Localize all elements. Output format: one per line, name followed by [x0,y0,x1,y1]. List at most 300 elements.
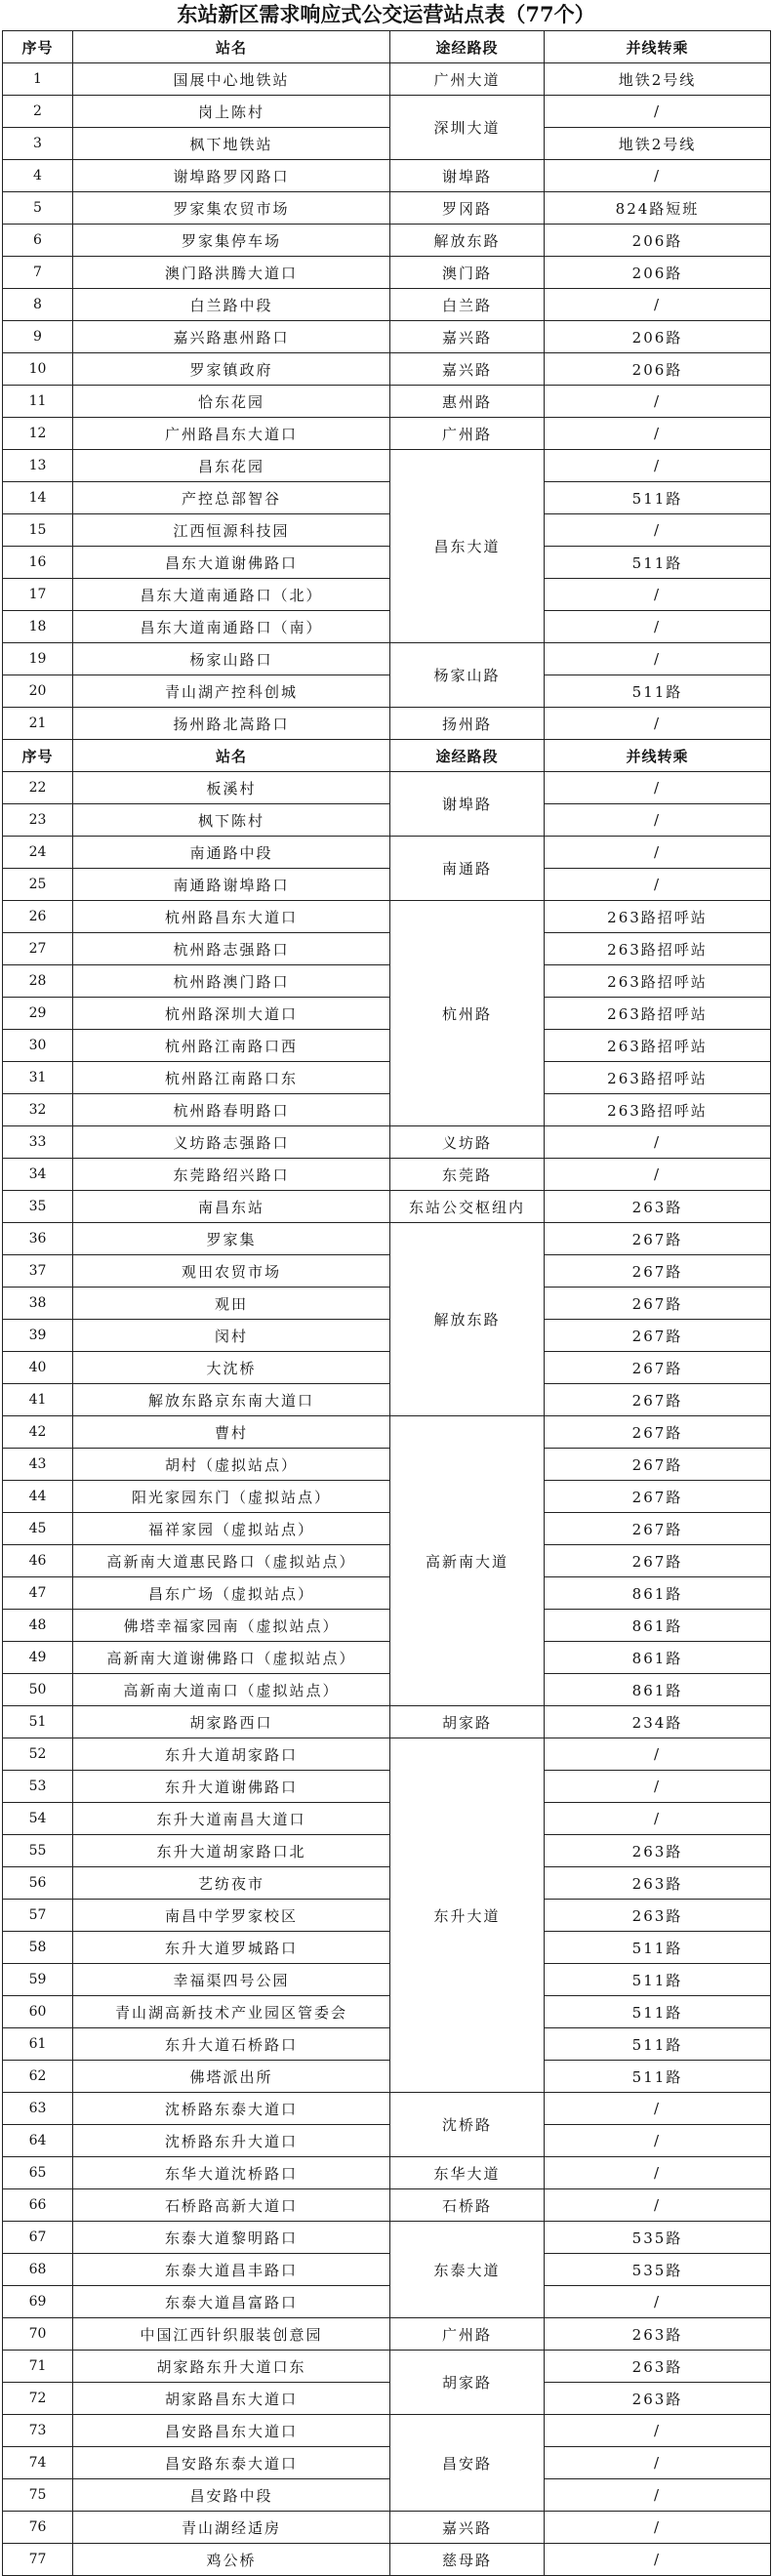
station-name: 解放东路京东南大道口 [73,1384,390,1416]
route-segment: 罗冈路 [390,192,545,225]
route-segment: 嘉兴路 [390,353,545,386]
station-name: 杨家山路口 [73,643,390,675]
station-name: 江西恒源科技园 [73,514,390,547]
station-name: 澳门路洪腾大道口 [73,257,390,289]
station-name: 观田 [73,1288,390,1320]
transfer-line: 263路 [545,2318,771,2351]
table-row [3,192,771,225]
row-number: 42 [3,1416,73,1449]
table-row [3,418,771,450]
station-name: 杭州路澳门路口 [73,965,390,998]
transfer-line: 263路招呼站 [545,1094,771,1126]
station-name: 昌东花园 [73,450,390,482]
table-row [3,804,771,837]
transfer-line: 263路 [545,2351,771,2383]
station-name: 东莞路绍兴路口 [73,1159,390,1191]
table-row [3,514,771,547]
station-name: 昌安路昌东大道口 [73,2415,390,2447]
row-number: 39 [3,1320,73,1352]
station-name: 闵村 [73,1320,390,1352]
route-segment: 嘉兴路 [390,321,545,353]
table-row [3,2512,771,2544]
transfer-line: 267路 [545,1255,771,1288]
row-number: 62 [3,2061,73,2093]
row-number: 67 [3,2222,73,2254]
table-row [3,1738,771,1771]
route-segment: 昌安路 [390,2415,545,2512]
row-number: 47 [3,1577,73,1610]
transfer-line: / [545,1159,771,1191]
route-segment: 东升大道 [390,1738,545,2093]
transfer-line: 206路 [545,353,771,386]
row-number: 63 [3,2093,73,2125]
transfer-line: / [545,643,771,675]
transfer-line: 263路 [545,1191,771,1223]
station-name: 昌东大道南通路口（南） [73,611,390,643]
station-name: 东升大道胡家路口 [73,1738,390,1771]
route-segment: 义坊路 [390,1126,545,1159]
station-name: 恰东花园 [73,386,390,418]
route-segment: 扬州路 [390,708,545,740]
station-name: 鸡公桥 [73,2544,390,2576]
table-row [3,128,771,160]
route-segment: 杭州路 [390,901,545,1126]
station-name: 昌东大道南通路口（北） [73,579,390,611]
row-number: 21 [3,708,73,740]
station-name: 胡家路东升大道口东 [73,2351,390,2383]
table-row [3,2125,771,2157]
station-name: 高新南大道谢佛路口（虚拟站点） [73,1642,390,1674]
transfer-line: 263路招呼站 [545,1062,771,1094]
station-name: 枫下地铁站 [73,128,390,160]
transfer-line: 267路 [545,1288,771,1320]
transfer-line: 511路 [545,482,771,514]
row-number: 68 [3,2254,73,2286]
transfer-line: 267路 [545,1545,771,1577]
route-segment: 解放东路 [390,225,545,257]
row-number: 19 [3,643,73,675]
row-number: 45 [3,1513,73,1545]
transfer-line: 206路 [545,257,771,289]
row-number: 24 [3,837,73,869]
route-segment: 东莞路 [390,1159,545,1191]
transfer-line: 535路 [545,2222,771,2254]
station-name: 杭州路志强路口 [73,933,390,965]
table-row [3,869,771,901]
table-row [3,2383,771,2415]
table-row [3,2254,771,2286]
route-segment: 澳门路 [390,257,545,289]
row-number: 58 [3,1932,73,1964]
station-name: 杭州路昌东大道口 [73,901,390,933]
table-row [3,2061,771,2093]
row-number: 36 [3,1223,73,1255]
transfer-line: 511路 [545,2061,771,2093]
row-number: 8 [3,289,73,321]
transfer-line: / [545,289,771,321]
transfer-line: / [545,2544,771,2576]
transfer-line: 263路 [545,2383,771,2415]
row-number: 54 [3,1803,73,1835]
transfer-line: / [545,1771,771,1803]
route-segment: 慈母路 [390,2544,545,2576]
station-name: 南通路谢埠路口 [73,869,390,901]
table-row [3,1674,771,1706]
transfer-line: / [545,869,771,901]
table-row [3,1159,771,1191]
transfer-line: / [545,2512,771,2544]
table-row [3,2157,771,2189]
row-number: 44 [3,1481,73,1513]
transfer-line: 861路 [545,1610,771,1642]
transfer-line: / [545,1803,771,1835]
transfer-line: 824路短班 [545,192,771,225]
transfer-line: 263路招呼站 [545,933,771,965]
transfer-line: / [545,2286,771,2318]
row-number: 5 [3,192,73,225]
transfer-line: / [545,1738,771,1771]
transfer-line: 267路 [545,1352,771,1384]
row-number: 40 [3,1352,73,1384]
table-row [3,1771,771,1803]
station-name: 扬州路北嵩路口 [73,708,390,740]
row-number: 43 [3,1449,73,1481]
header-station: 站名 [73,740,390,772]
table-row [3,1416,771,1449]
header-transfer: 并线转乘 [545,31,771,63]
row-number: 60 [3,1996,73,2028]
table-row [3,1062,771,1094]
row-number: 55 [3,1835,73,1867]
row-number: 1 [3,63,73,96]
row-number: 26 [3,901,73,933]
table-row [3,1964,771,1996]
header-route: 途经路段 [390,31,545,63]
table-row [3,1288,771,1320]
transfer-line: 267路 [545,1416,771,1449]
transfer-line: / [545,611,771,643]
table-row [3,1094,771,1126]
station-name: 南昌中学罗家校区 [73,1900,390,1932]
table-row [3,1610,771,1642]
row-number: 22 [3,772,73,804]
table-row [3,1191,771,1223]
station-name: 东升大道胡家路口北 [73,1835,390,1867]
row-number: 37 [3,1255,73,1288]
table-row [3,1932,771,1964]
station-name: 昌东大道谢佛路口 [73,547,390,579]
table-row [3,225,771,257]
route-segment: 昌东大道 [390,450,545,643]
row-number: 30 [3,1030,73,1062]
transfer-line: / [545,1126,771,1159]
table-row [3,1255,771,1288]
table-row [3,2447,771,2479]
station-name: 昌东广场（虚拟站点） [73,1577,390,1610]
route-segment: 石桥路 [390,2189,545,2222]
table-row [3,2286,771,2318]
station-name: 杭州路江南路口西 [73,1030,390,1062]
table-row [3,1577,771,1610]
table-row [3,2318,771,2351]
table-row [3,1513,771,1545]
table-row [3,482,771,514]
transfer-line: 861路 [545,1577,771,1610]
transfer-line: 861路 [545,1642,771,1674]
transfer-line: / [545,708,771,740]
table-row [3,1803,771,1835]
transfer-line: 263路 [545,1867,771,1900]
table-row [3,289,771,321]
row-number: 49 [3,1642,73,1674]
route-segment: 广州路 [390,2318,545,2351]
station-name: 东泰大道昌富路口 [73,2286,390,2318]
station-name: 岗上陈村 [73,96,390,128]
station-name: 罗家集 [73,1223,390,1255]
table-row [3,611,771,643]
row-number: 53 [3,1771,73,1803]
route-segment: 东华大道 [390,2157,545,2189]
row-number: 32 [3,1094,73,1126]
transfer-line: / [545,2157,771,2189]
transfer-line: 263路招呼站 [545,901,771,933]
row-number: 46 [3,1545,73,1577]
station-name: 东升大道罗城路口 [73,1932,390,1964]
station-name: 青山湖产控科创城 [73,675,390,708]
row-number: 29 [3,998,73,1030]
row-number: 25 [3,869,73,901]
row-number: 35 [3,1191,73,1223]
station-name: 胡村（虚拟站点） [73,1449,390,1481]
station-name: 东泰大道黎明路口 [73,2222,390,2254]
route-segment: 胡家路 [390,1706,545,1738]
route-segment: 深圳大道 [390,96,545,160]
transfer-line: 861路 [545,1674,771,1706]
row-number: 9 [3,321,73,353]
route-segment: 惠州路 [390,386,545,418]
route-segment: 谢埠路 [390,160,545,192]
table-row [3,353,771,386]
table-row [3,257,771,289]
station-name: 佛塔派出所 [73,2061,390,2093]
transfer-line: / [545,514,771,547]
station-name: 杭州路春明路口 [73,1094,390,1126]
station-name: 曹村 [73,1416,390,1449]
station-name: 昌安路中段 [73,2479,390,2512]
transfer-line: 267路 [545,1449,771,1481]
station-name: 阳光家园东门（虚拟站点） [73,1481,390,1513]
row-number: 12 [3,418,73,450]
row-number: 27 [3,933,73,965]
station-name: 罗家集停车场 [73,225,390,257]
table-row [3,63,771,96]
header-seq: 序号 [3,740,73,772]
station-name: 义坊路志强路口 [73,1126,390,1159]
station-name: 南通路中段 [73,837,390,869]
route-segment: 胡家路 [390,2351,545,2415]
table-row [3,2479,771,2512]
station-name: 青山湖高新技术产业园区管委会 [73,1996,390,2028]
station-name: 南昌东站 [73,1191,390,1223]
table-row [3,1449,771,1481]
station-name: 中国江西针织服装创意园 [73,2318,390,2351]
row-number: 66 [3,2189,73,2222]
row-number: 11 [3,386,73,418]
row-number: 3 [3,128,73,160]
transfer-line: / [545,386,771,418]
transfer-line: 234路 [545,1706,771,1738]
station-name: 东升大道石桥路口 [73,2028,390,2061]
row-number: 72 [3,2383,73,2415]
station-name: 嘉兴路惠州路口 [73,321,390,353]
row-number: 18 [3,611,73,643]
row-number: 77 [3,2544,73,2576]
row-number: 57 [3,1900,73,1932]
transfer-line: / [545,2093,771,2125]
transfer-line: 267路 [545,1513,771,1545]
row-number: 56 [3,1867,73,1900]
row-number: 34 [3,1159,73,1191]
transfer-line: 263路 [545,1835,771,1867]
table-row [3,1481,771,1513]
row-number: 48 [3,1610,73,1642]
transfer-line: 511路 [545,1964,771,1996]
transfer-line: 511路 [545,675,771,708]
row-number: 65 [3,2157,73,2189]
station-name: 高新南大道南口（虚拟站点） [73,1674,390,1706]
station-name: 高新南大道惠民路口（虚拟站点） [73,1545,390,1577]
row-number: 71 [3,2351,73,2383]
station-name: 广州路昌东大道口 [73,418,390,450]
transfer-line: 263路 [545,1900,771,1932]
row-number: 2 [3,96,73,128]
transfer-line: / [545,2189,771,2222]
transfer-line: / [545,2447,771,2479]
station-name: 石桥路高新大道口 [73,2189,390,2222]
table-header-row [3,740,771,772]
row-number: 50 [3,1674,73,1706]
transfer-line: 535路 [545,2254,771,2286]
table-row [3,2093,771,2125]
transfer-line: / [545,2415,771,2447]
table-row [3,1030,771,1062]
row-number: 74 [3,2447,73,2479]
row-number: 23 [3,804,73,837]
transfer-line: 267路 [545,1384,771,1416]
table-row [3,772,771,804]
table-row [3,933,771,965]
header-seq: 序号 [3,31,73,63]
station-name: 观田农贸市场 [73,1255,390,1288]
table-row [3,386,771,418]
row-number: 52 [3,1738,73,1771]
station-name: 板溪村 [73,772,390,804]
transfer-line: / [545,837,771,869]
station-name: 大沈桥 [73,1352,390,1384]
table-row [3,1545,771,1577]
station-name: 罗家集农贸市场 [73,192,390,225]
route-segment: 白兰路 [390,289,545,321]
row-number: 69 [3,2286,73,2318]
table-row [3,2028,771,2061]
route-segment: 谢埠路 [390,772,545,837]
route-segment: 广州大道 [390,63,545,96]
route-segment: 嘉兴路 [390,2512,545,2544]
table-row [3,2222,771,2254]
transfer-line: 263路招呼站 [545,965,771,998]
transfer-line: 263路招呼站 [545,998,771,1030]
row-number: 59 [3,1964,73,1996]
row-number: 70 [3,2318,73,2351]
station-name: 青山湖经适房 [73,2512,390,2544]
table-row [3,1223,771,1255]
table-row [3,1706,771,1738]
table-row [3,321,771,353]
transfer-line: 206路 [545,321,771,353]
route-segment: 东泰大道 [390,2222,545,2318]
transfer-line: / [545,2479,771,2512]
table-row [3,547,771,579]
station-name: 幸福渠四号公园 [73,1964,390,1996]
page-title: 东站新区需求响应式公交运营站点表（77个） [177,2,595,26]
station-name: 国展中心地铁站 [73,63,390,96]
row-number: 17 [3,579,73,611]
row-number: 64 [3,2125,73,2157]
row-number: 75 [3,2479,73,2512]
row-number: 6 [3,225,73,257]
table-row [3,2415,771,2447]
table-row [3,450,771,482]
row-number: 16 [3,547,73,579]
table-row [3,1384,771,1416]
table-row [3,579,771,611]
table-row [3,1320,771,1352]
table-row [3,1642,771,1674]
transfer-line: 511路 [545,1996,771,2028]
station-name: 东泰大道昌丰路口 [73,2254,390,2286]
station-name: 产控总部智谷 [73,482,390,514]
transfer-line: / [545,804,771,837]
table-row [3,1352,771,1384]
transfer-line: / [545,772,771,804]
table-row [3,965,771,998]
table-row [3,708,771,740]
row-number: 13 [3,450,73,482]
transfer-line: 511路 [545,547,771,579]
station-name: 沈桥路东泰大道口 [73,2093,390,2125]
station-name: 罗家镇政府 [73,353,390,386]
table-row [3,837,771,869]
transfer-line: / [545,450,771,482]
route-segment: 杨家山路 [390,643,545,708]
route-segment: 南通路 [390,837,545,901]
station-name: 福祥家园（虚拟站点） [73,1513,390,1545]
table-row [3,998,771,1030]
row-number: 15 [3,514,73,547]
row-number: 7 [3,257,73,289]
station-name: 白兰路中段 [73,289,390,321]
table-row [3,1835,771,1867]
route-segment: 解放东路 [390,1223,545,1416]
route-segment: 高新南大道 [390,1416,545,1706]
station-name: 沈桥路东升大道口 [73,2125,390,2157]
station-name: 东升大道谢佛路口 [73,1771,390,1803]
transfer-line: 267路 [545,1481,771,1513]
table-row [3,2544,771,2576]
transfer-line: 263路招呼站 [545,1030,771,1062]
table-header-row [3,31,771,63]
table-row [3,2189,771,2222]
